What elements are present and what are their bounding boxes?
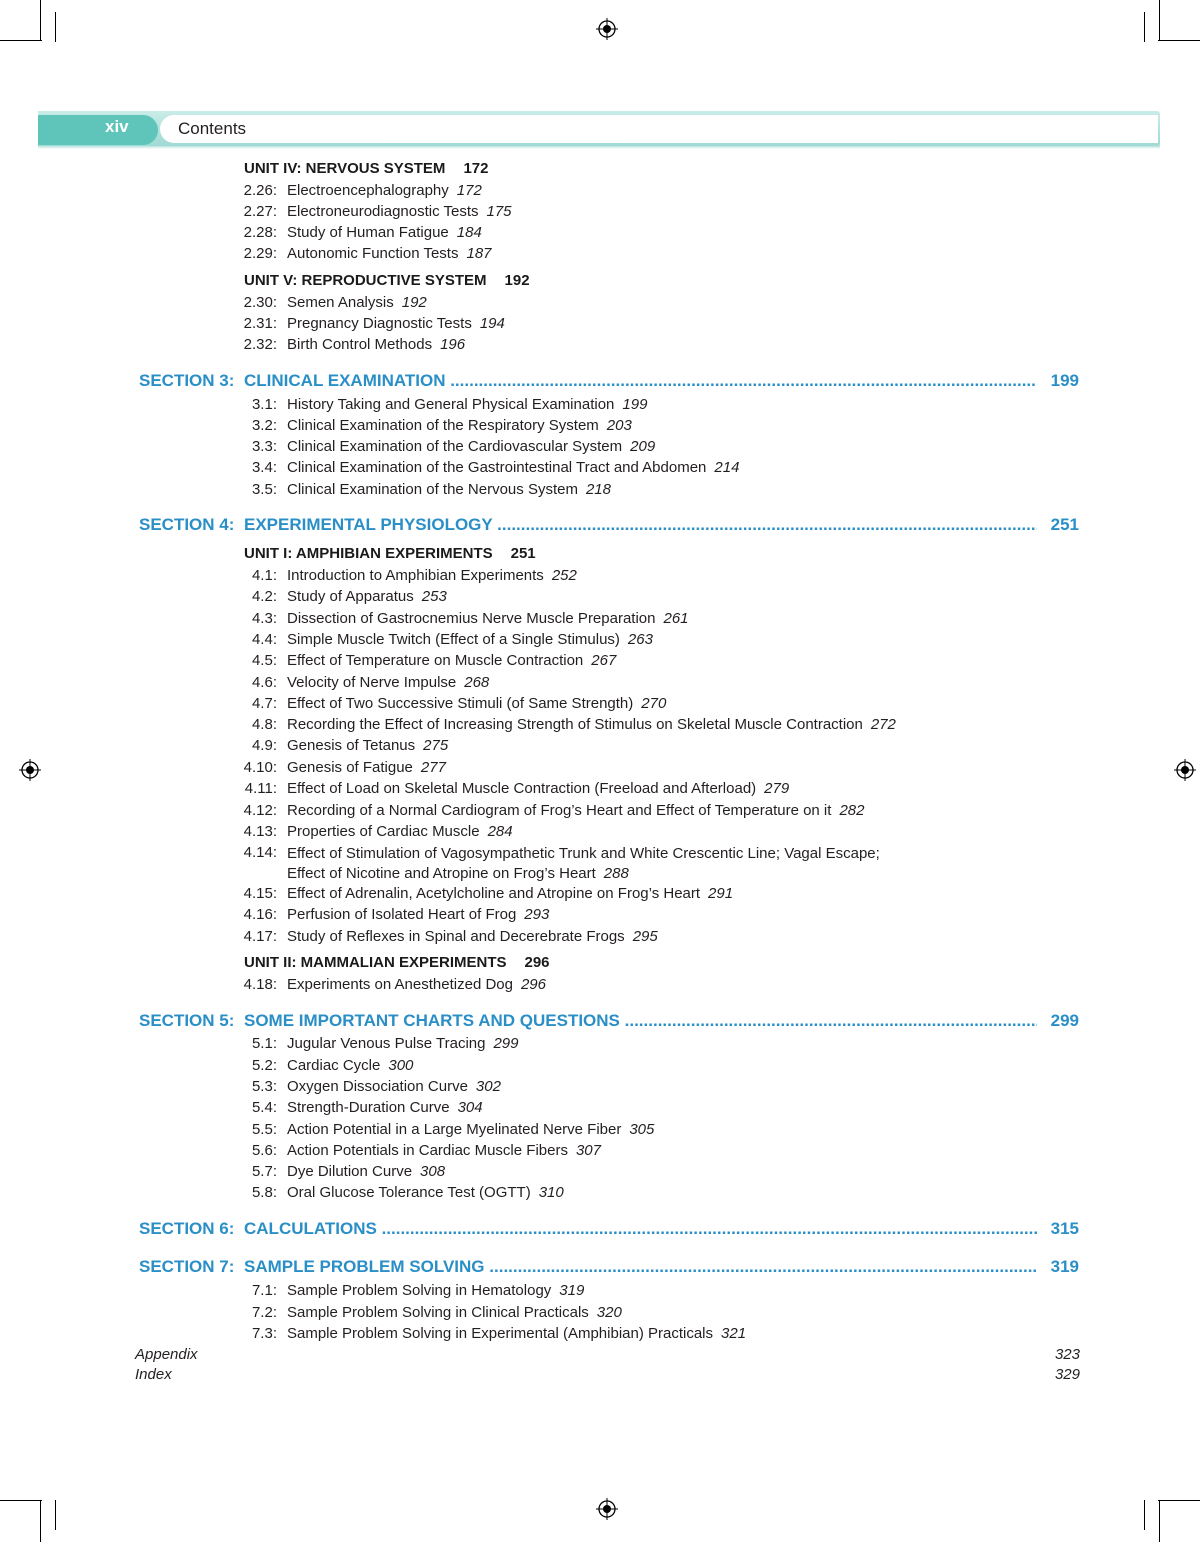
entry-page: 277 (420, 759, 446, 776)
entry-title (287, 459, 739, 477)
entry-title (287, 1304, 622, 1322)
section-title: EXPERIMENTAL PHYSIOLOGY ..... (244, 514, 1037, 536)
entry-number: 4.13: (243, 823, 277, 840)
entry-title-text: Velocity of Nerve Impulse (287, 674, 457, 691)
entry-page: 203 (606, 417, 632, 434)
entry-page: 300 (388, 1057, 414, 1074)
entry-title (287, 1142, 601, 1160)
entry-title (287, 1099, 483, 1117)
unit-page: 296 (524, 954, 550, 971)
crop-mark (1158, 1500, 1200, 1501)
section-page: 199 (1050, 371, 1079, 390)
entry-title-text: Clinical Examination of the Gastrointestinal Tract and Abdomen (287, 459, 707, 476)
entry-title-text: Experiments on Anesthetized Dog (287, 976, 513, 993)
entry-title (287, 780, 789, 798)
entry-title-text: Effect of Temperature on Muscle Contraction (287, 652, 584, 669)
entry-page: 275 (423, 737, 449, 754)
entry-number: 4.2: (251, 588, 277, 605)
unit-title: UNIT V: REPRODUCTIVE SYSTEM (244, 272, 487, 289)
section-label: SECTION 3: (139, 371, 235, 390)
entry-title (287, 1057, 413, 1075)
entry-page: 209 (630, 438, 656, 455)
entry-page: 175 (486, 203, 512, 220)
crop-mark (55, 12, 56, 42)
entry-number: 5.4: (251, 1099, 277, 1116)
entry-title-text: Effect of Two Successive Stimuli (of Same Strength) (287, 695, 634, 712)
entry-title (287, 315, 505, 333)
unit-page: 251 (510, 545, 536, 562)
entry-title-text: Clinical Examination of the Cardiovascular System (287, 438, 623, 455)
entry-page: 308 (420, 1163, 446, 1180)
entry-title-text: Dye Dilution Curve (287, 1163, 413, 1180)
entry-number: 7.1: (251, 1282, 277, 1299)
entry-number: 5.2: (251, 1057, 277, 1074)
header-divider (38, 146, 1160, 149)
unit-title: UNIT II: MAMMALIAN EXPERIMENTS (244, 954, 507, 971)
entry-page: 267 (591, 652, 617, 669)
entry-number: 2.32: (243, 336, 277, 353)
entry-number: 4.14: (243, 844, 277, 861)
entry-page: 270 (641, 695, 667, 712)
entry-page: 293 (524, 906, 550, 923)
entry-page: 321 (721, 1325, 747, 1342)
entry-title (287, 631, 653, 649)
entry-number: 4.16: (243, 906, 277, 923)
entry-title (287, 1282, 584, 1300)
section-label: SECTION 7: (139, 1257, 235, 1276)
entry-page: 214 (714, 459, 740, 476)
entry-page: 192 (401, 294, 427, 311)
entry-title (287, 823, 513, 841)
entry-page: 305 (629, 1121, 655, 1138)
entry-page: 194 (479, 315, 505, 332)
entry-title-text: Study of Reflexes in Spinal and Decerebrate Frogs (287, 928, 625, 945)
entry-number: 5.3: (251, 1078, 277, 1095)
entry-number: 4.15: (243, 885, 277, 902)
entry-title (287, 224, 482, 242)
entry-title (287, 245, 492, 263)
entry-page: 261 (663, 610, 689, 627)
entry-title-text: Oxygen Dissociation Curve (287, 1078, 468, 1095)
entry-page: 184 (456, 224, 482, 241)
section-heading (139, 370, 1079, 392)
entry-title-text: Study of Human Fatigue (287, 224, 449, 241)
section-page: 251 (1050, 515, 1079, 534)
entry-title (287, 737, 448, 755)
unit-heading (244, 545, 536, 563)
entry-number: 3.3: (251, 438, 277, 455)
entry-number: 4.4: (251, 631, 277, 648)
entry-title-text: Autonomic Function Tests (287, 245, 459, 262)
entry-title-line1: Effect of Stimulation of Vagosympathetic Trunk and White Crescentic Line; Vagal Escape; (287, 845, 880, 862)
entry-number: 4.1: (251, 567, 277, 584)
crop-mark (40, 1500, 41, 1542)
crop-mark (1159, 1500, 1160, 1542)
entry-number: 4.8: (251, 716, 277, 733)
entry-title-text: Properties of Cardiac Muscle (287, 823, 480, 840)
section-page: 319 (1050, 1257, 1079, 1276)
backmatter-page-appendix: 323 (1054, 1346, 1080, 1363)
entry-number: 2.29: (243, 245, 277, 262)
entry-number: 3.4: (251, 459, 277, 476)
entry-page: 252 (551, 567, 577, 584)
entry-title (287, 182, 482, 200)
section-page: 315 (1050, 1219, 1079, 1238)
unit-heading (244, 954, 550, 972)
entry-page: 291 (708, 885, 734, 902)
entry-title (287, 1184, 564, 1202)
entry-number: 4.10: (243, 759, 277, 776)
crop-mark (55, 1500, 56, 1530)
entry-title-text: Pregnancy Diagnostic Tests (287, 315, 472, 332)
entry-title (287, 567, 577, 585)
backmatter-label-appendix: Appendix (135, 1346, 198, 1363)
entry-title-text: Sample Problem Solving in Hematology (287, 1282, 552, 1299)
entry-title-text: Sample Problem Solving in Clinical Practicals (287, 1304, 589, 1321)
unit-heading (244, 160, 488, 178)
entry-number: 4.7: (251, 695, 277, 712)
entry-title (287, 652, 616, 670)
entry-number: 7.3: (251, 1325, 277, 1342)
entry-title (287, 885, 733, 903)
entry-page: 310 (538, 1184, 564, 1201)
entry-title (287, 417, 632, 435)
unit-title: UNIT IV: NERVOUS SYSTEM (244, 160, 446, 177)
entry-title (287, 610, 689, 628)
entry-title-text: Semen Analysis (287, 294, 394, 311)
entry-title (287, 588, 447, 606)
entry-page: 320 (596, 1304, 622, 1321)
entry-number: 3.1: (251, 396, 277, 413)
entry-title (287, 396, 647, 414)
running-header-title: Contents (178, 119, 247, 138)
section-label: SECTION 5: (139, 1011, 235, 1030)
entry-title (287, 695, 666, 713)
registration-mark-icon (19, 759, 41, 781)
entry-title-text: Introduction to Amphibian Experiments (287, 567, 544, 584)
entry-title-line2: Effect of Nicotine and Atropine on Frog’s Heart (287, 865, 596, 882)
entry-title-text: Dissection of Gastrocnemius Nerve Muscle Preparation (287, 610, 656, 627)
entry-title-text: Jugular Venous Pulse Tracing (287, 1035, 486, 1052)
entry-page: 284 (487, 823, 513, 840)
entry-page: 307 (575, 1142, 601, 1159)
entry-title (287, 481, 611, 499)
entry-title (287, 1325, 746, 1343)
entry-number: 4.12: (243, 802, 277, 819)
entry-title (287, 336, 465, 354)
entry-number: 4.6: (251, 674, 277, 691)
entry-page: 263 (627, 631, 653, 648)
entry-page: 218 (585, 481, 611, 498)
entry-title (287, 203, 512, 221)
entry-number: 2.31: (243, 315, 277, 332)
entry-page: 296 (520, 976, 546, 993)
section-title: CLINICAL EXAMINATION ..... (244, 370, 1037, 392)
header-title-panel (160, 115, 1158, 143)
section-heading (139, 1010, 1079, 1032)
crop-mark (0, 1500, 42, 1501)
entry-title-text: Clinical Examination of the Nervous System (287, 481, 578, 498)
registration-mark-icon (596, 18, 618, 40)
entry-number: 4.5: (251, 652, 277, 669)
registration-mark-icon (1174, 759, 1196, 781)
entry-title (287, 1121, 654, 1139)
entry-title-text: Genesis of Tetanus (287, 737, 416, 754)
crop-mark (1144, 12, 1145, 42)
entry-title-text: Sample Problem Solving in Experimental (Amphibian) Practicals (287, 1325, 714, 1342)
crop-mark (40, 0, 41, 40)
entry-title (287, 759, 446, 777)
unit-page: 192 (504, 272, 530, 289)
entry-page: 302 (475, 1078, 501, 1095)
entry-title (287, 716, 896, 734)
crop-mark (1144, 1500, 1145, 1530)
entry-number: 2.27: (243, 203, 277, 220)
entry-number: 2.30: (243, 294, 277, 311)
unit-heading (244, 272, 530, 290)
entry-title-text: Electroencephalography (287, 182, 449, 199)
entry-title (287, 294, 427, 312)
entry-title-text: Effect of Adrenalin, Acetylcholine and Atropine on Frog’s Heart (287, 885, 701, 902)
unit-title: UNIT I: AMPHIBIAN EXPERIMENTS (244, 545, 493, 562)
section-title: SOME IMPORTANT CHARTS AND QUESTIONS ..... (244, 1010, 1037, 1032)
entry-title-text: Clinical Examination of the Respiratory System (287, 417, 599, 434)
entry-number: 3.2: (251, 417, 277, 434)
entry-page: 172 (456, 182, 482, 199)
entry-title (287, 1035, 519, 1053)
entry-number: 7.2: (251, 1304, 277, 1321)
entry-title-text: Study of Apparatus (287, 588, 414, 605)
section-page: 299 (1050, 1011, 1079, 1030)
section-label: SECTION 4: (139, 515, 235, 534)
section-label: SECTION 6: (139, 1219, 235, 1238)
entry-number: 4.9: (251, 737, 277, 754)
entry-page: 299 (493, 1035, 519, 1052)
entry-page: 304 (457, 1099, 483, 1116)
entry-page: 288 (603, 865, 629, 882)
crop-mark (1158, 40, 1200, 41)
registration-mark-icon (596, 1498, 618, 1520)
entry-page: 282 (839, 802, 865, 819)
entry-number: 5.5: (251, 1121, 277, 1138)
entry-title-text: Recording of a Normal Cardiogram of Frog’s Heart and Effect of Temperature on it (287, 802, 832, 819)
entry-number: 4.3: (251, 610, 277, 627)
entry-page: 272 (870, 716, 896, 733)
entry-page: 279 (764, 780, 790, 797)
entry-number: 5.6: (251, 1142, 277, 1159)
section-heading (139, 514, 1079, 536)
entry-title-text: Birth Control Methods (287, 336, 433, 353)
entry-title-text: Simple Muscle Twitch (Effect of a Single Stimulus) (287, 631, 620, 648)
entry-page: 253 (421, 588, 447, 605)
entry-title-text: Electroneurodiagnostic Tests (287, 203, 479, 220)
entry-page: 268 (464, 674, 490, 691)
section-heading (139, 1218, 1079, 1240)
entry-number: 5.8: (251, 1184, 277, 1201)
entry-title (287, 906, 549, 924)
entry-title (287, 802, 864, 820)
page-number: xiv (105, 117, 129, 136)
entry-title-text: Oral Glucose Tolerance Test (OGTT) (287, 1184, 531, 1201)
entry-number: 5.1: (251, 1035, 277, 1052)
entry-number: 4.17: (243, 928, 277, 945)
crop-mark (1159, 0, 1160, 40)
entry-page: 196 (440, 336, 466, 353)
crop-mark (0, 40, 42, 41)
entry-page: 295 (632, 928, 658, 945)
entry-number: 5.7: (251, 1163, 277, 1180)
entry-page: 187 (466, 245, 492, 262)
entry-title (287, 844, 880, 884)
entry-title (287, 1078, 501, 1096)
entry-title (287, 976, 546, 994)
entry-page: 319 (559, 1282, 585, 1299)
entry-title-text: Action Potential in a Large Myelinated Nerve Fiber (287, 1121, 622, 1138)
entry-title-text: Perfusion of Isolated Heart of Frog (287, 906, 517, 923)
entry-number: 2.26: (243, 182, 277, 199)
entry-title (287, 928, 658, 946)
entry-title-text: Action Potentials in Cardiac Muscle Fibers (287, 1142, 568, 1159)
entry-title-text: Cardiac Cycle (287, 1057, 381, 1074)
unit-page: 172 (463, 160, 489, 177)
section-heading (139, 1256, 1079, 1278)
entry-title (287, 438, 655, 456)
section-title: SAMPLE PROBLEM SOLVING ..... (244, 1256, 1037, 1278)
backmatter-label-index: Index (135, 1366, 172, 1383)
section-title: CALCULATIONS ..... (244, 1218, 1037, 1240)
entry-title-text: History Taking and General Physical Examination (287, 396, 615, 413)
entry-title-text: Genesis of Fatigue (287, 759, 413, 776)
entry-page: 199 (622, 396, 648, 413)
entry-number: 4.18: (243, 976, 277, 993)
entry-number: 3.5: (251, 481, 277, 498)
entry-title (287, 674, 489, 692)
entry-title-text: Effect of Load on Skeletal Muscle Contraction (Freeload and Afterload) (287, 780, 757, 797)
entry-number: 4.11: (244, 780, 277, 797)
backmatter-page-index: 329 (1054, 1366, 1080, 1383)
entry-title-text: Recording the Effect of Increasing Strength of Stimulus on Skeletal Muscle Contraction (287, 716, 863, 733)
entry-title-text: Strength-Duration Curve (287, 1099, 450, 1116)
entry-number: 2.28: (243, 224, 277, 241)
entry-title (287, 1163, 445, 1181)
